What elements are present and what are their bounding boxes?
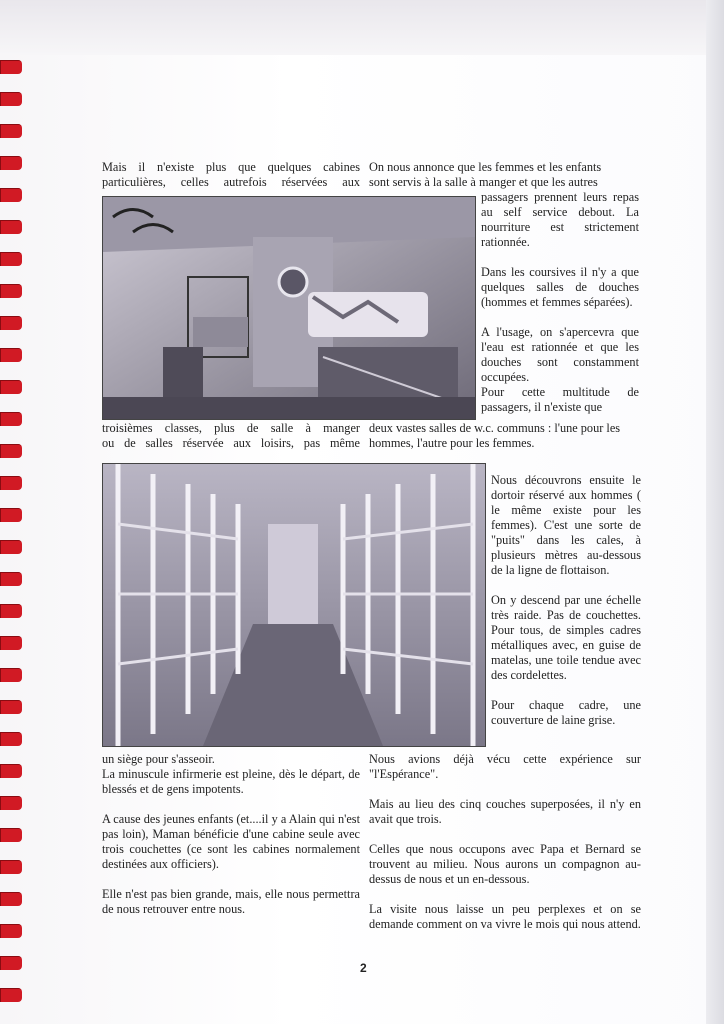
page-number: 2 (360, 961, 367, 975)
spiral-binding (0, 60, 26, 1020)
paragraph: deux vastes salles de w.c. communs : l'une pour les hommes, l'autre pour les femmes. (369, 421, 621, 450)
dormitory-photo-image (103, 464, 485, 746)
binding-ring (0, 476, 22, 490)
binding-ring (0, 252, 22, 266)
col2-side-text (491, 473, 641, 728)
text-line: ou de salles réservée aux loisirs, pas même (102, 436, 360, 450)
binding-ring (0, 700, 22, 714)
binding-ring (0, 124, 22, 138)
binding-ring (0, 540, 22, 554)
binding-ring (0, 156, 22, 170)
binding-ring (0, 220, 22, 234)
binding-ring (0, 828, 22, 842)
binding-ring (0, 444, 22, 458)
binding-ring (0, 188, 22, 202)
binding-ring (0, 796, 22, 810)
col2-narrow-text (481, 190, 639, 415)
col2-bottom-text (369, 752, 641, 932)
col1-mid-text (102, 421, 360, 451)
text-line: troisièmes classes, plus de salle à manger (102, 421, 360, 435)
col2-wc-text (369, 421, 644, 451)
paragraph: Pour chaque cadre, une couverture de laine grise. (491, 698, 641, 727)
binding-ring (0, 764, 22, 778)
binding-ring (0, 572, 22, 586)
col1-top-text (102, 160, 360, 190)
page-top-shadow (0, 0, 724, 55)
binding-ring (0, 924, 22, 938)
binding-ring (0, 988, 22, 1002)
text-line: On nous annonce que les femmes et les enfants (369, 160, 602, 174)
paragraph: La minuscule infirmerie est pleine, dès le départ, de blessés et de gens impotents. (102, 767, 360, 796)
binding-ring (0, 412, 22, 426)
text-line: Mais il n'existe plus que quelques cabines (102, 160, 360, 174)
paragraph: Dans les coursives il n'y a que quelques salles de douches (hommes et femmes séparées). (481, 265, 639, 309)
binding-ring (0, 604, 22, 618)
paragraph: passagers prennent leurs repas au self service debout. La nourriture est strictement rationnée. (481, 190, 639, 249)
binding-ring (0, 732, 22, 746)
paragraph: Pour cette multitude de passagers, il n'existe que (481, 385, 639, 414)
dormitory-photo (102, 463, 486, 747)
binding-ring (0, 508, 22, 522)
page-edge-shadow (706, 0, 724, 1024)
col1-bottom-text (102, 752, 360, 917)
paragraph: Mais au lieu des cinq couches superposées, il n'y en avait que trois. (369, 797, 641, 826)
text-line: un siège pour s'asseoir. (102, 752, 215, 766)
binding-ring (0, 284, 22, 298)
col2-top-lines (369, 160, 639, 190)
binding-ring (0, 892, 22, 906)
binding-ring (0, 316, 22, 330)
text-line: particulières, celles autrefois réservées aux (102, 175, 360, 189)
binding-ring (0, 380, 22, 394)
binding-ring (0, 636, 22, 650)
paragraph: Nous avions déjà vécu cette expérience sur "l'Espérance". (369, 752, 641, 781)
paragraph: A cause des jeunes enfants (et....il y a Alain qui n'est pas loin), Maman bénéficie d'une cabine seule avec trois couchettes (ce sont les cabines normalement destinées aux officiers). (102, 812, 360, 871)
paragraph: Nous découvrons ensuite le dortoir réservé aux hommes ( le même existe pour les femmes). C'est une sorte de "puits" dans les cales, à plusieurs mètres au-dessous de la ligne de flottaison. (491, 473, 641, 577)
binding-ring (0, 668, 22, 682)
text-line: sont servis à la salle à manger et que les autres (369, 175, 598, 189)
binding-ring (0, 92, 22, 106)
paragraph: A l'usage, on s'apercevra que l'eau est rationnée et que les douches sont constamment occupées. (481, 325, 639, 384)
cabin-photo (102, 196, 476, 420)
cabin-photo-image (103, 197, 475, 419)
paragraph: On y descend par une échelle très raide. Pas de couchettes. Pour tous, de simples cadres métalliques avec, en guise de matelas, une toile tendue avec des cordelettes. (491, 593, 641, 682)
binding-ring (0, 956, 22, 970)
paragraph: Elle n'est pas bien grande, mais, elle nous permettra de nous retrouver entre nous. (102, 887, 360, 916)
binding-ring (0, 60, 22, 74)
binding-ring (0, 348, 22, 362)
paragraph: Celles que nous occupons avec Papa et Bernard se trouvent au milieu. Nous aurons un compagnon au-dessus de nous et un en-dessous. (369, 842, 641, 886)
paragraph: La visite nous laisse un peu perplexes et on se demande comment on va vivre le mois qui nous attend. (369, 902, 641, 931)
binding-ring (0, 860, 22, 874)
